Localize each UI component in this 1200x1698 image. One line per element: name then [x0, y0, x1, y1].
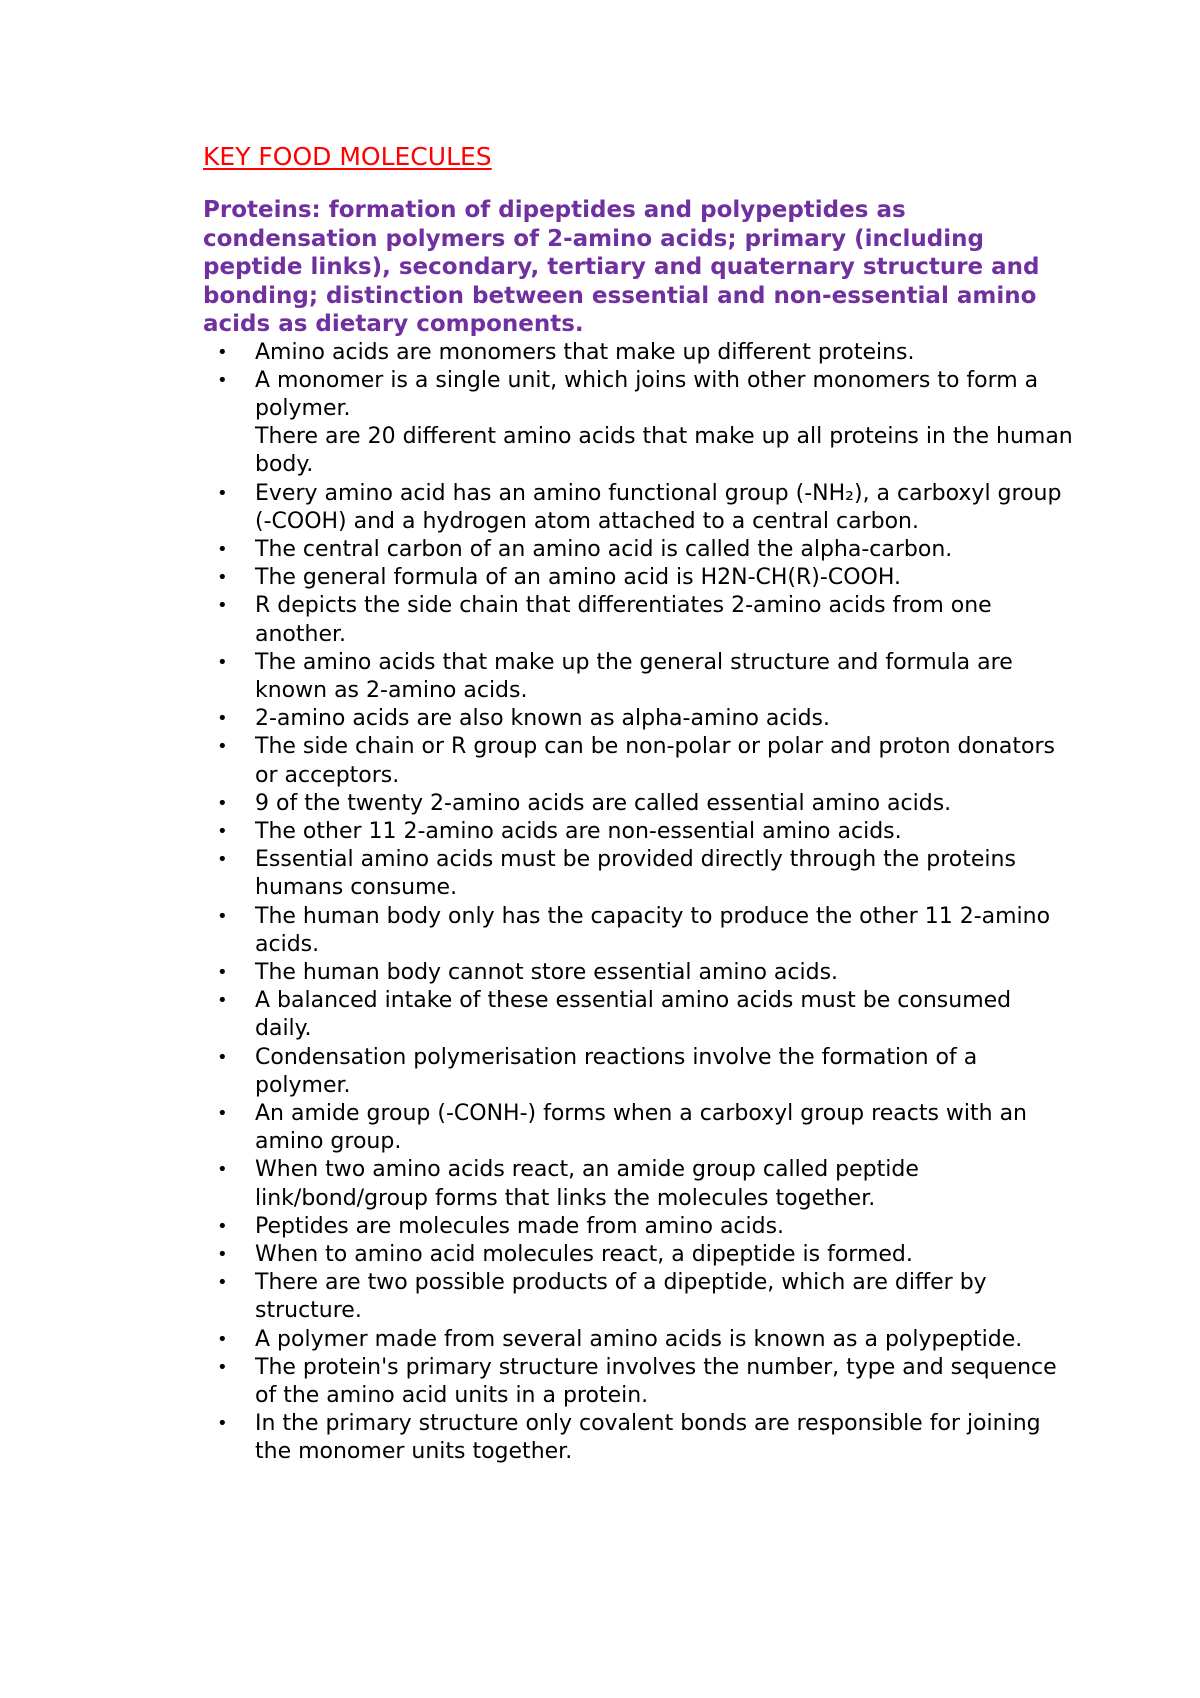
list-item: • 2-amino acids are also known as alpha-amino acids.: [203, 705, 1073, 733]
bullet-dot-icon: •: [217, 961, 228, 983]
list-item: • A monomer is a single unit, which joins with other monomers to form a polymer. There are 20 different amino acids that make up all proteins in the human body.: [203, 367, 1073, 480]
list-item: • In the primary structure only covalent bonds are responsible for joining the monomer units together.: [217, 1411, 1041, 1465]
list-item: • The protein's primary structure involves the number, type and sequence of the amino acid units in a protein.: [217, 1354, 1057, 1409]
list-item: • When to amino acid molecules react, a dipeptide is formed.: [203, 1241, 1073, 1269]
bullet-dot-icon: •: [217, 482, 228, 504]
section-intro: Proteins: formation of dipeptides and polypeptides as condensation polymers of 2-amino acids; primary (including peptide links), secondary, tertiary and quaternary structure and bonding; distinction between essential and non-essential amino acids as dietary components.: [203, 197, 1040, 337]
list-item: • The human body only has the capacity to produce the other 11 2-amino acids.: [217, 903, 1051, 957]
list-item: • Essential amino acids must be provided directly through the proteins humans consume.: [217, 847, 1016, 901]
bullet-dot-icon: •: [217, 1215, 228, 1237]
bullet-dot-icon: •: [217, 849, 228, 871]
bullet-dot-icon: •: [217, 1102, 228, 1124]
bullet-dot-icon: •: [217, 369, 228, 391]
bullet-dot-icon: •: [217, 651, 228, 673]
bullet-dot-icon: •: [217, 538, 228, 560]
bullet-dot-icon: •: [217, 1328, 228, 1350]
list-item: • The general formula of an amino acid is H2N-CH(R)-COOH.: [203, 564, 1073, 592]
bullet-dot-icon: •: [217, 1413, 228, 1435]
bullet-dot-icon: •: [217, 990, 228, 1012]
bullet-dot-icon: •: [217, 595, 228, 617]
list-item: • The other 11 2-amino acids are non-essential amino acids.: [203, 818, 1073, 846]
list-item: • The human body cannot store essential amino acids.: [203, 959, 1073, 987]
bullet-dot-icon: •: [217, 1159, 228, 1181]
list-item: • The side chain or R group can be non-polar or polar and proton donators or acceptors.: [217, 734, 1055, 788]
list-item: • When two amino acids react, an amide group called peptide link/bond/group forms that links the molecules together.: [217, 1157, 919, 1211]
bullet-list: [203, 339, 1073, 1467]
bullet-dot-icon: •: [217, 341, 228, 363]
list-item: • The amino acids that make up the general structure and formula are known as 2-amino acids.: [217, 649, 1013, 703]
list-item-continuation: There are 20 different amino acids that make up all proteins in the human body.: [255, 424, 1073, 478]
bullet-dot-icon: •: [217, 1244, 228, 1265]
bullet-dot-icon: •: [217, 820, 228, 842]
list-item: • R depicts the side chain that differentiates 2-amino acids from one another.: [217, 593, 992, 647]
list-item: • 9 of the twenty 2-amino acids are called essential amino acids.: [203, 790, 1073, 818]
bullet-dot-icon: •: [217, 792, 228, 814]
bullet-dot-icon: •: [217, 905, 228, 927]
bullet-dot-icon: •: [217, 1272, 228, 1294]
list-item: • The central carbon of an amino acid is called the alpha-carbon.: [203, 536, 1073, 564]
list-item: • There are two possible products of a dipeptide, which are differ by structure.: [217, 1270, 987, 1324]
document-title: KEY FOOD MOLECULES: [203, 142, 492, 171]
bullet-dot-icon: •: [217, 736, 228, 758]
list-item: • Condensation polymerisation reactions involve the formation of a polymer.: [217, 1044, 978, 1098]
list-item: • Amino acids are monomers that make up different proteins.: [203, 339, 1073, 367]
list-item: • Peptides are molecules made from amino acids.: [203, 1213, 1073, 1241]
bullet-dot-icon: •: [217, 708, 228, 730]
list-item: • A polymer made from several amino acids is known as a polypeptide.: [203, 1326, 1073, 1354]
bullet-dot-icon: •: [217, 1356, 228, 1378]
bullet-dot-icon: •: [217, 567, 228, 589]
list-item: • Every amino acid has an amino functional group (-NH₂), a carboxyl group (-COOH) and a hydrogen atom attached to a central carbon.: [217, 480, 1062, 534]
bullet-dot-icon: •: [217, 1046, 228, 1068]
list-item: • An amide group (-CONH-) forms when a carboxyl group reacts with an amino group.: [217, 1100, 1027, 1155]
list-item: • A balanced intake of these essential amino acids must be consumed daily.: [217, 988, 1012, 1042]
document-content: [203, 140, 1073, 1467]
